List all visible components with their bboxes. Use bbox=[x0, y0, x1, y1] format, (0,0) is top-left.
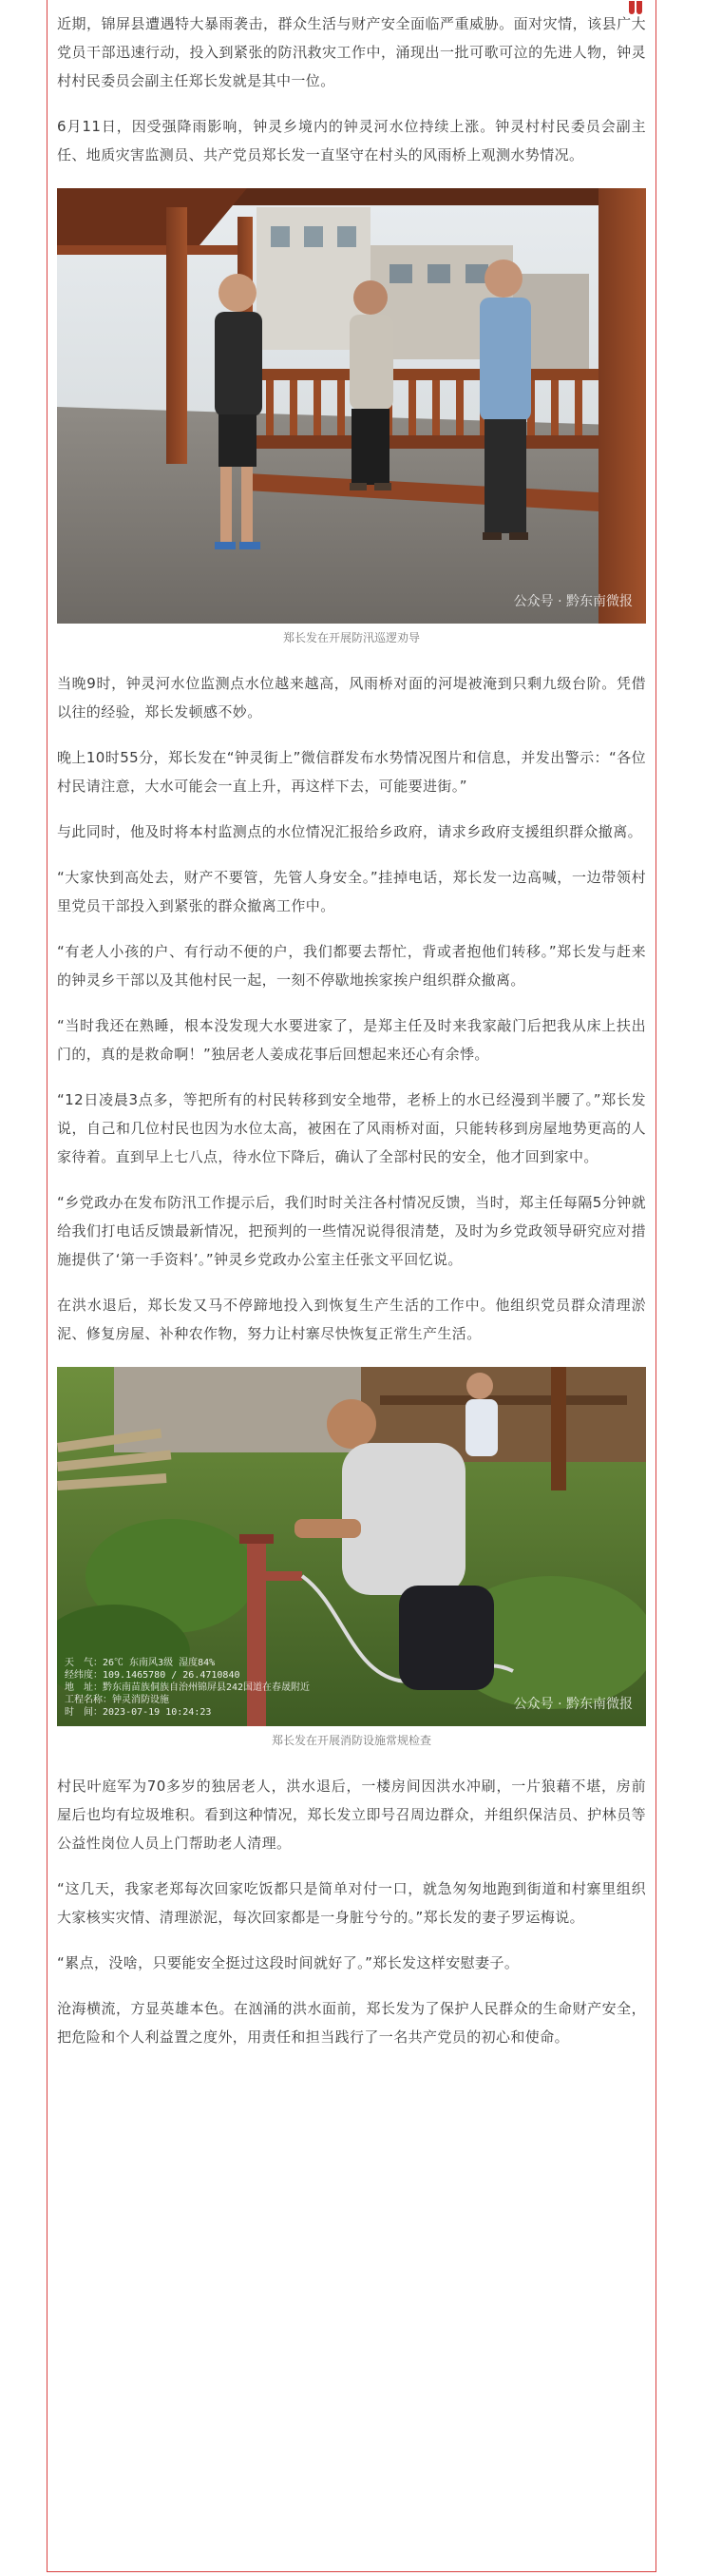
stamp-line: 经纬度：109.1465780 / 26.4710840 bbox=[65, 1670, 240, 1681]
photo-patrol-image bbox=[57, 188, 646, 624]
paragraph-10: “乡党政办在发布防汛工作提示后，我们时时关注各村情况反馈，当时，郑主任每隔5分钟就给我们打电话反馈最新情况，把预判的一些情况说得很清楚，及时为乡党政领导研究应对措施提供了‘第一手资料’。”钟灵乡党政办公室主任张文平回忆说。 bbox=[57, 1194, 646, 1268]
paragraph-11: 在洪水退后，郑长发又马不停蹄地投入到恢复生产生活的工作中。他组织党员群众清理淤泥、修复房屋、补种农作物，努力让村寨尽快恢复正常生产生活。 bbox=[57, 1297, 646, 1342]
paragraph-12: 村民叶庭军为70多岁的独居老人，洪水退后，一楼房间因洪水冲刷，一片狼藉不堪，房前屋后也均有垃圾堆积。看到这种情况，郑长发立即号召周边群众，并组织保洁员、护林员等公益性岗位人员上门帮助老人清理。 bbox=[57, 1778, 646, 1852]
stamp-line: 地 址：黔东南苗族侗族自治州锦屏县242国道在春晟附近 bbox=[65, 1682, 311, 1693]
paragraph-13: “这几天，我家老郑每次回家吃饭都只是简单对付一口，就急匆匆地跑到街道和村寨里组织大家核实灾情、清理淤泥，每次回家都是一身脏兮兮的。”郑长发的妻子罗运梅说。 bbox=[57, 1880, 646, 1926]
paragraph-14: “累点，没啥，只要能安全挺过这段时间就好了。”郑长发这样安慰妻子。 bbox=[57, 1954, 520, 1971]
paragraph-6: “大家快到高处去，财产不要管，先管人身安全。”挂掉电话，郑长发一边高喊，一边带领村里党员干部投入到紧张的群众撤离工作中。 bbox=[57, 869, 646, 914]
paragraph-9: “12日凌晨3点多，等把所有的村民转移到安全地带，老桥上的水已经漫到半腰了。”郑长发说，自己和几位村民也因为水位太高，被困在了风雨桥对面，只能转移到房屋地势更高的人家待着。直到早上七八点，待水位下降后，确认了全部村民的安全，他才回到家中。 bbox=[57, 1091, 646, 1165]
paragraph-3: 当晚9时，钟灵河水位监测点水位越来越高，风雨桥对面的河堤被淹到只剩九级台阶。凭借以往的经验，郑长发顿感不妙。 bbox=[57, 675, 646, 721]
paragraph-1: 近期，锦屏县遭遇特大暴雨袭击，群众生活与财产安全面临严重威胁。面对灾情，该县广大党员干部迅速行动，投入到紧张的防汛救灾工作中，涌现出一批可歌可泣的先进人物，钟灵村村民委员会副主任郑长发就是其中一位。 bbox=[57, 15, 646, 89]
stamp-line: 工程名称：钟灵消防设施 bbox=[65, 1695, 169, 1705]
photo-watermark: 公众号 · 黔东南微报 bbox=[513, 1697, 633, 1712]
stamp-line: 时 间：2023-07-19 10:24:23 bbox=[65, 1707, 212, 1718]
paragraph-4: 晚上10时55分，郑长发在“钟灵街上”微信群发布水势情况图片和信息，并发出警示：“各位村民请注意，大水可能会一直上升，再这样下去，可能要进街。” bbox=[57, 749, 646, 795]
photo-timestamp-stamp bbox=[65, 1657, 310, 1719]
paragraph-5: 与此同时，他及时将本村监测点的水位情况汇报给乡政府，请求乡政府支援组织群众撤离。 bbox=[57, 823, 643, 840]
photo-patrol bbox=[57, 188, 646, 624]
photo-caption: 郑长发在开展消防设施常规检查 bbox=[271, 1734, 431, 1747]
photo-inspection bbox=[57, 1367, 646, 1726]
paragraph-2: 6月11日，因受强降雨影响，钟灵乡境内的钟灵河水位持续上涨。钟灵村村民委员会副主任、地质灾害监测员、共产党员郑长发一直坚守在村头的风雨桥上观测水势情况。 bbox=[57, 118, 646, 163]
paragraph-8: “当时我还在熟睡，根本没发现大水要进家了，是郑主任及时来我家敲门后把我从床上扶出门的，真的是救命啊！”独居老人姜成花事后回想起来还心有余悸。 bbox=[57, 1017, 646, 1063]
paragraph-15: 沧海横流，方显英雄本色。在汹涌的洪水面前，郑长发为了保护人民群众的生命财产安全，把危险和个人利益置之度外，用责任和担当践行了一名共产党员的初心和使命。 bbox=[57, 2000, 646, 2046]
paragraph-7: “有老人小孩的户、有行动不便的户，我们都要去帮忙，背或者抱他们转移。”郑长发与赶来的钟灵乡干部以及其他村民一起，一刻不停歇地挨家挨户组织群众撤离。 bbox=[57, 943, 646, 989]
stamp-line: 天 气：26℃ 东南风3级 湿度84% bbox=[65, 1658, 216, 1668]
photo-caption: 郑长发在开展防汛巡逻劝导 bbox=[282, 631, 420, 644]
photo-watermark: 公众号 · 黔东南微报 bbox=[513, 594, 633, 609]
article-body bbox=[57, 0, 646, 2051]
